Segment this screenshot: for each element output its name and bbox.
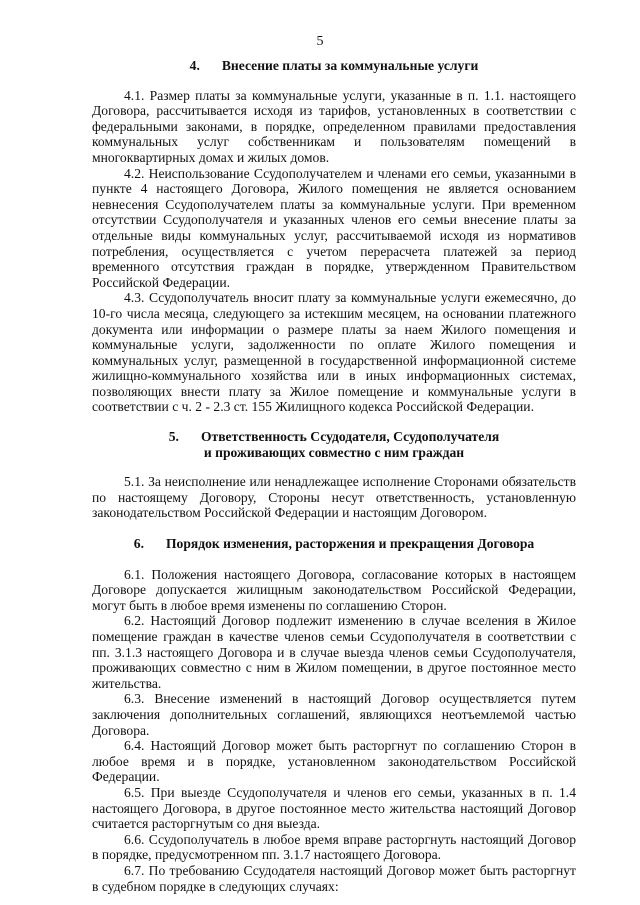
paragraph-4-2: 4.2. Неиспользование Ссудополучателем и членами его семьи, указанными в пункте 4 настоящего Договора, Жилого помещения не является основанием невнесения Ссудополучателем платы за коммунальные услуги. При временном отсутствии Ссудополучателя и указанных членов его семьи внесение платы за отдельные виды коммунальных услуг, рассчитываемой исходя из нормативов потребления, осуществляется с учетом перерасчета платежей за период временного отсутствия граждан в порядке, утвержденном Правительством Российской Федерации. xyxy=(92,165,576,290)
page-number: 5 xyxy=(316,34,324,49)
paragraph-5-1: 5.1. За неисполнение или ненадлежащее исполнение Сторонами обязательств по настоящему Договору, Стороны несут ответственность, установленную законодательством Российской Федерации и настоящим Договором. xyxy=(92,474,576,521)
section-6-number: 6. xyxy=(133,536,144,552)
section-6-title: Порядок изменения, расторжения и прекращения Договора xyxy=(165,536,535,552)
section-5-title-line2: и проживающих совместно с ним граждан xyxy=(203,444,465,460)
section-4-title: Внесение платы за коммунальные услуги xyxy=(221,58,479,73)
paragraph-4-1: 4.1. Размер платы за коммунальные услуги, указанные в п. 1.1. настоящего Договора, рассчитывается исходя из тарифов, установленных в соответствии с федеральными законами, в порядке, определенном правилами предоставления коммунальных услуг собственникам и пользователям помещений в многоквартирных домах и жилых домов. xyxy=(92,87,576,165)
section-5-heading xyxy=(92,429,576,460)
paragraph-6-3: 6.3. Внесение изменений в настоящий Договор осуществляется путем заключения дополнительных соглашений, являющихся неотъемлемой частью Договора. xyxy=(92,691,576,738)
paragraph-4-3: 4.3. Ссудополучатель вносит плату за коммунальные услуги ежемесячно, до 10-го числа месяца, следующего за истекшим месяцем, на основании платежного документа или информации о размере платы за наем Жилого помещения и коммунальные услуги, задолженности по оплате Жилого помещения и коммунальных услуг, размещенной в государственной информационной системе жилищно-коммунального хозяйства или в иных информационных системах, позволяющих внести плату за Жилое помещение и коммунальные услуги в соответствии с ч. 2 - 2.3 ст. 155 Жилищного кодекса Российской Федерации. xyxy=(92,290,576,415)
section-4-heading xyxy=(92,58,576,74)
paragraph-6-2: 6.2. Настоящий Договор подлежит изменению в случае вселения в Жилое помещение граждан в качестве членов семьи Ссудополучателя в соответствии с пп. 3.1.3 настоящего Договора и в случае выезда членов семьи Ссудополучателя, проживающих совместно с ним в Жилом помещении, в другое постоянное место жительства. xyxy=(92,613,576,691)
section-5-number: 5. xyxy=(168,429,179,445)
document-body xyxy=(92,58,576,894)
paragraph-6-4: 6.4. Настоящий Договор может быть расторгнут по соглашению Сторон в любое время и в порядке, установленном законодательством Российской Федерации. xyxy=(92,738,576,785)
paragraph-6-1: 6.1. Положения настоящего Договора, согласование которых в настоящем Договоре допускается жилищным законодательством Российской Федерации, могут быть в любое время изменены по соглашению Сторон. xyxy=(92,566,576,613)
section-5-title-line1: Ответственность Ссудодателя, Ссудополучателя xyxy=(200,429,500,445)
section-6-heading xyxy=(92,536,576,552)
paragraph-6-7: 6.7. По требованию Ссудодателя настоящий Договор может быть расторгнут в судебном порядке в следующих случаях: xyxy=(92,862,576,894)
paragraph-6-6: 6.6. Ссудополучатель в любое время вправе расторгнуть настоящий Договор в порядке, предусмотренном пп. 3.1.7 настоящего Договора. xyxy=(92,831,576,863)
section-4-number: 4. xyxy=(189,58,200,73)
paragraph-6-5: 6.5. При выезде Ссудополучателя и членов его семьи, указанных в п. 1.4 настоящего Договора, в другое постоянное место жительства настоящий Договор считается расторгнутым со дня выезда. xyxy=(92,784,576,832)
